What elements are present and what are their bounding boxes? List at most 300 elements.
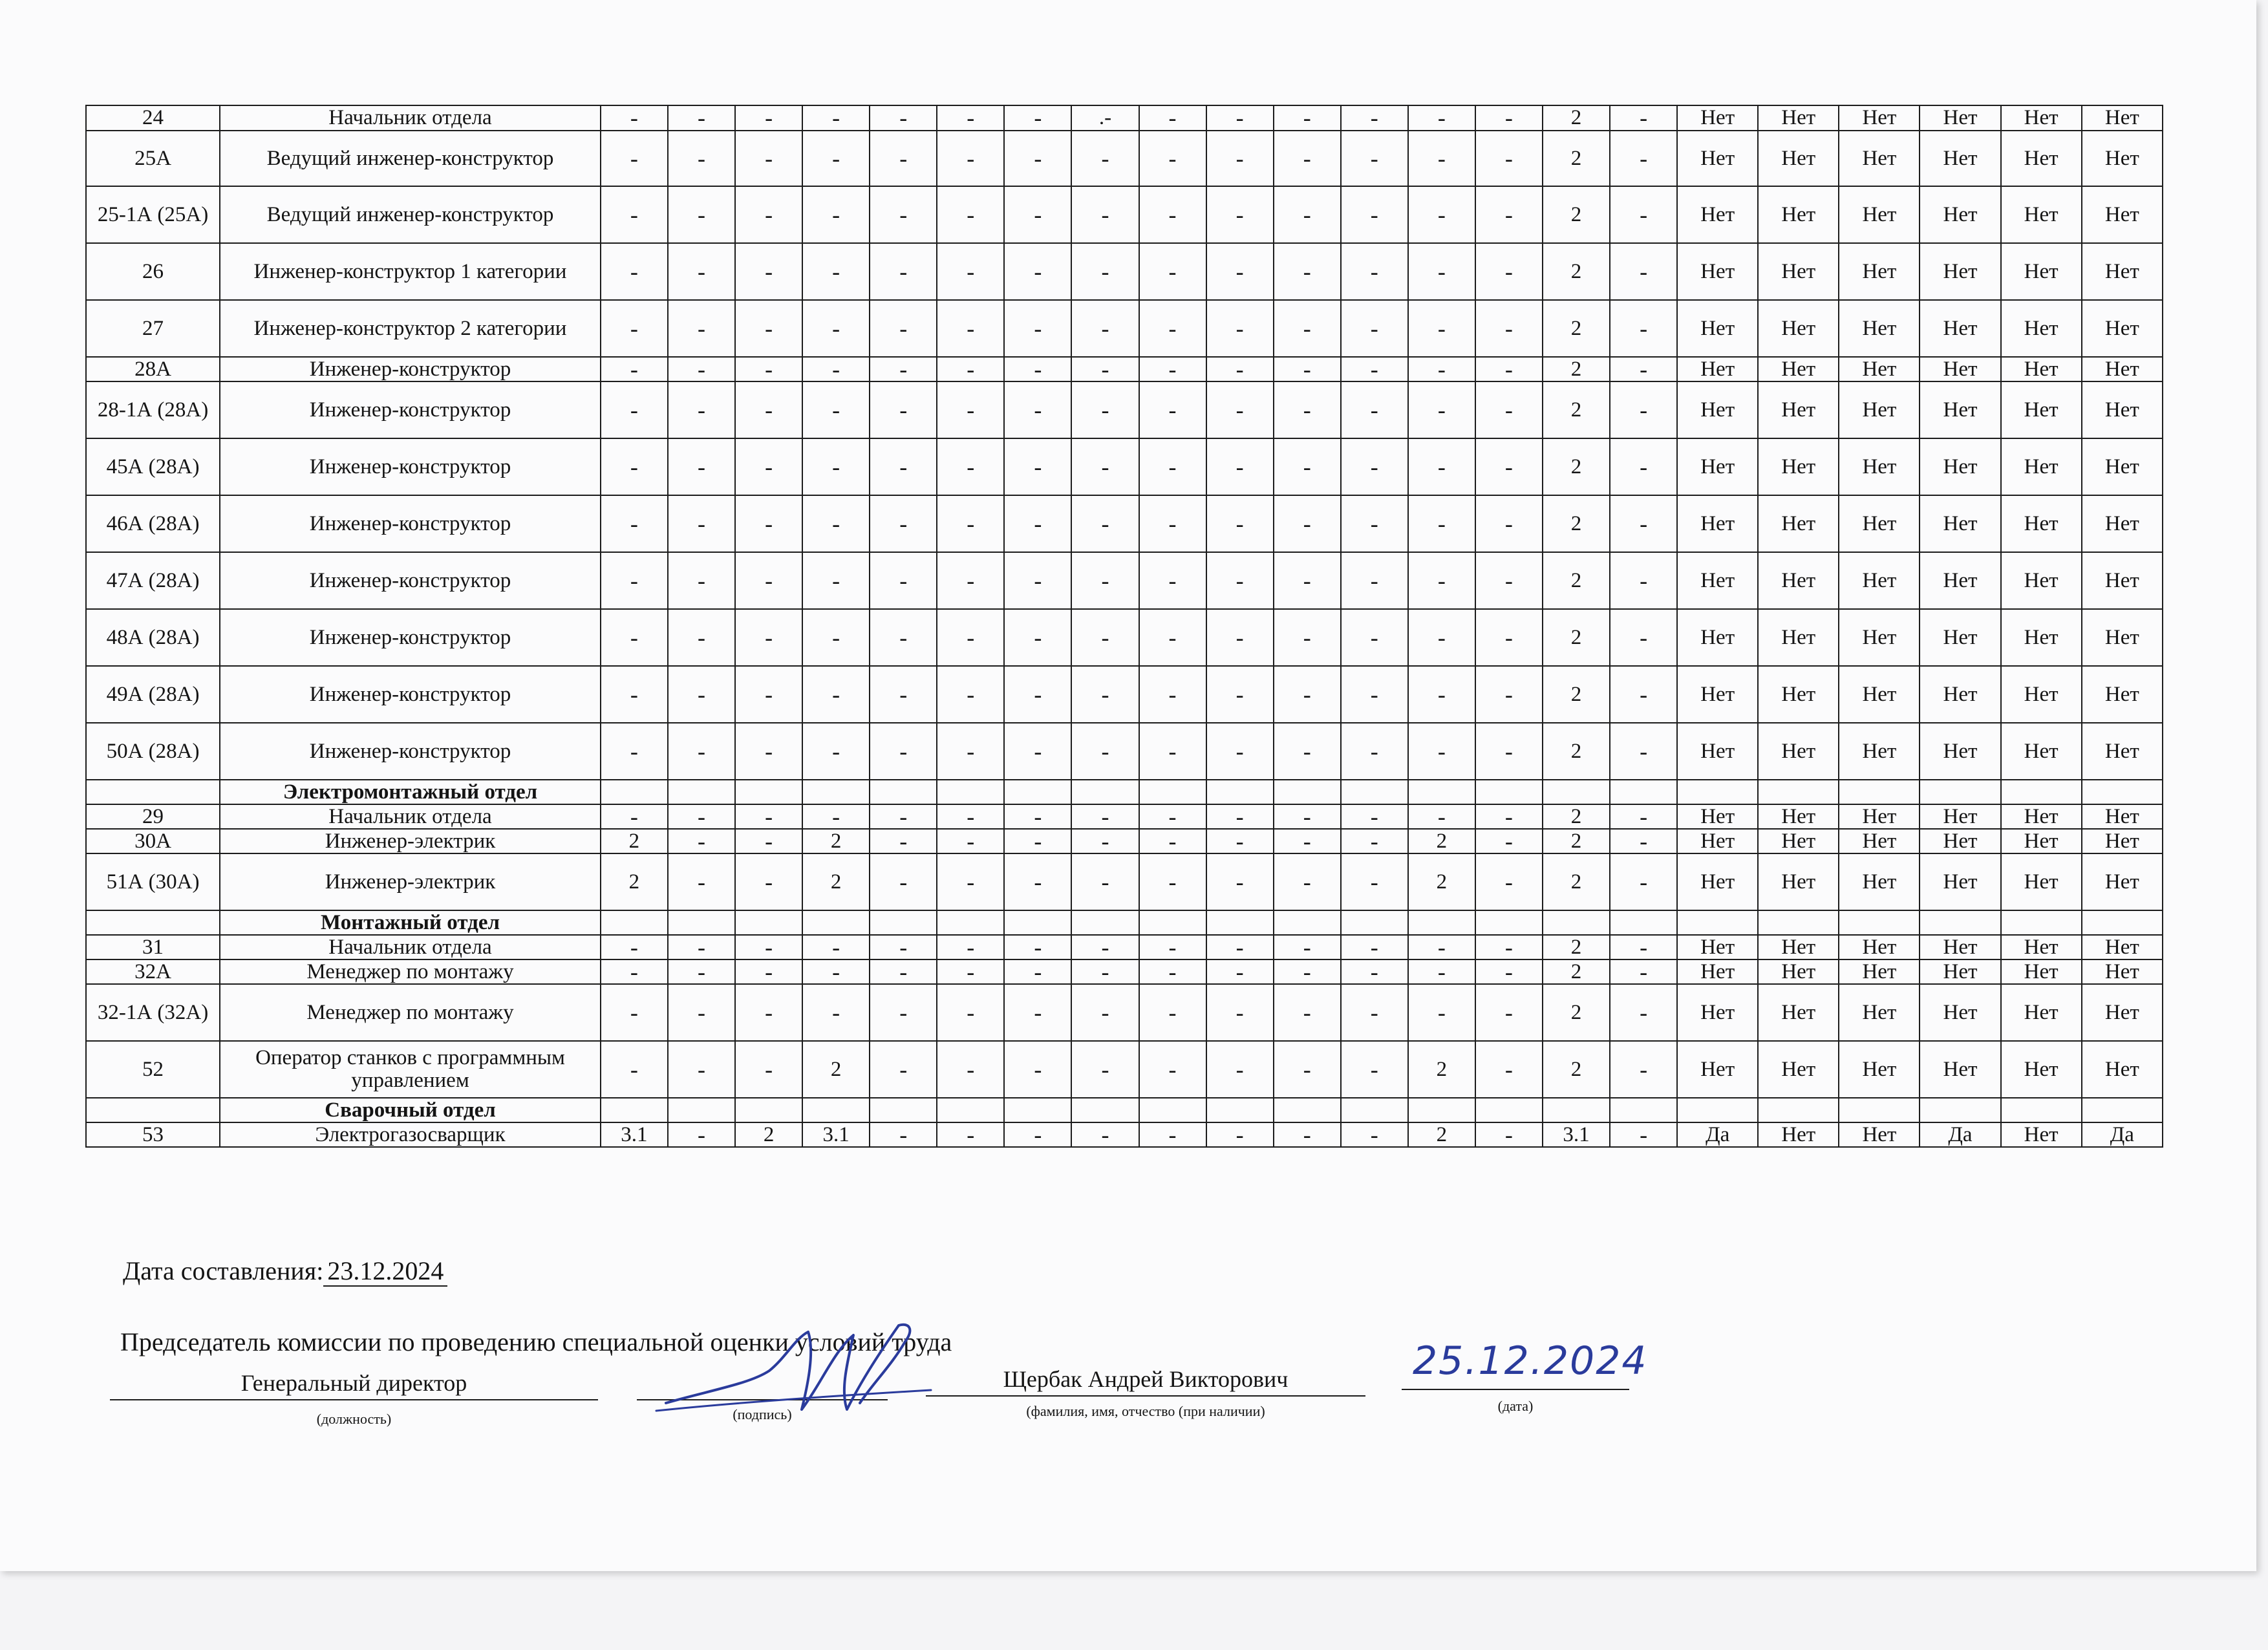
factor-class-cell: -	[1004, 959, 1071, 984]
factor-class-cell: -	[601, 105, 668, 131]
factor-class-cell: -	[1475, 666, 1543, 723]
factor-class-cell: -	[1475, 984, 1543, 1041]
overall-class-cell: 2	[1543, 666, 1610, 723]
guarantee-flag-cell: Нет	[2082, 723, 2163, 780]
factor-class-cell: -	[1004, 300, 1071, 357]
section-empty-cell	[601, 910, 668, 935]
factor-class-cell: -	[668, 666, 735, 723]
guarantee-flag-cell: Нет	[1677, 186, 1758, 243]
guarantee-flag-cell: Нет	[2001, 495, 2082, 552]
factor-class-cell: -	[735, 300, 802, 357]
guarantee-flag-cell: Нет	[1920, 105, 2000, 131]
factor-class-cell: -	[1274, 243, 1341, 300]
position-name: Инженер-конструктор	[220, 666, 601, 723]
guarantee-flag-cell: Нет	[1920, 381, 2000, 438]
factor-class-cell: -	[937, 666, 1004, 723]
section-empty-cell	[1139, 1098, 1206, 1122]
factor-class-cell: -	[1004, 723, 1071, 780]
section-empty-cell	[802, 1098, 870, 1122]
guarantee-flag-cell: Нет	[1758, 438, 1839, 495]
factor-class-cell: -	[802, 357, 870, 381]
factor-class-cell: -	[1274, 105, 1341, 131]
section-header-row	[86, 1098, 2163, 1122]
overall-class-cell: 2	[1543, 829, 1610, 853]
guarantee-flag-cell: Нет	[2001, 1041, 2082, 1098]
section-empty-cell	[1839, 910, 1920, 935]
guarantee-flag-cell: Нет	[2082, 984, 2163, 1041]
guarantee-flag-cell: Нет	[1758, 300, 1839, 357]
guarantee-flag-cell: Нет	[1920, 1041, 2000, 1098]
factor-class-cell: -	[1071, 357, 1139, 381]
overall-class-cell: 3.1	[1543, 1122, 1610, 1147]
guarantee-flag-cell: Нет	[1920, 131, 2000, 186]
guarantee-flag-cell: Нет	[1677, 959, 1758, 984]
overall-class-cell: 2	[1543, 105, 1610, 131]
chairman-position: Генеральный директор	[241, 1370, 467, 1396]
position-name: Инженер-конструктор	[220, 609, 601, 666]
guarantee-flag-cell: Нет	[1677, 300, 1758, 357]
guarantee-flag-cell: Нет	[2001, 552, 2082, 609]
guarantee-flag-cell: Нет	[1839, 438, 1920, 495]
factor-class-cell: -	[1475, 552, 1543, 609]
overall-class-cell: 2	[1543, 984, 1610, 1041]
factor-class-cell: -	[668, 131, 735, 186]
factor-class-cell: -	[1274, 935, 1341, 959]
factor-class-cell: -	[937, 829, 1004, 853]
factor-class-cell: -	[735, 935, 802, 959]
extra-class-cell: -	[1610, 552, 1677, 609]
guarantee-flag-cell: Нет	[1920, 853, 2000, 910]
guarantee-flag-cell: Нет	[2082, 959, 2163, 984]
factor-class-cell: -	[870, 381, 937, 438]
factor-class-cell: -	[668, 1041, 735, 1098]
section-empty-cell	[1920, 780, 2000, 804]
guarantee-flag-cell: Нет	[1839, 552, 1920, 609]
guarantee-flag-cell: Нет	[1677, 723, 1758, 780]
section-empty-cell	[1543, 780, 1610, 804]
position-name: Инженер-электрик	[220, 853, 601, 910]
section-empty-cell	[870, 1098, 937, 1122]
factor-class-cell: -	[1274, 829, 1341, 853]
factor-class-cell: -	[1408, 552, 1475, 609]
factor-class-cell: -	[870, 300, 937, 357]
section-empty-cell	[1677, 910, 1758, 935]
extra-class-cell: -	[1610, 186, 1677, 243]
section-empty-cell	[802, 780, 870, 804]
factor-class-cell: -	[1139, 984, 1206, 1041]
factor-class-cell: -	[1004, 357, 1071, 381]
factor-class-cell: -	[668, 609, 735, 666]
position-name: Ведущий инженер-конструктор	[220, 186, 601, 243]
section-empty-cell	[2001, 910, 2082, 935]
factor-class-cell: -	[937, 959, 1004, 984]
section-number-cell	[86, 910, 220, 935]
overall-class-cell: 2	[1543, 552, 1610, 609]
factor-class-cell: -	[735, 438, 802, 495]
factor-class-cell: -	[1274, 186, 1341, 243]
factor-class-cell: -	[802, 804, 870, 829]
overall-class-cell: 2	[1543, 804, 1610, 829]
guarantee-flag-cell: Нет	[1920, 357, 2000, 381]
factor-class-cell: -	[1408, 609, 1475, 666]
guarantee-flag-cell: Нет	[2082, 300, 2163, 357]
factor-class-cell: -	[1139, 723, 1206, 780]
guarantee-flag-cell: Нет	[1839, 105, 1920, 131]
section-empty-cell	[1543, 910, 1610, 935]
factor-class-cell: 2	[735, 1122, 802, 1147]
extra-class-cell: -	[1610, 357, 1677, 381]
compilation-date	[123, 1256, 447, 1286]
factor-class-cell: -	[1206, 609, 1274, 666]
factor-class-cell: -	[1274, 495, 1341, 552]
factor-class-cell: -	[1408, 438, 1475, 495]
factor-class-cell: -	[1206, 105, 1274, 131]
factor-class-cell: -	[1139, 829, 1206, 853]
position-name: Инженер-конструктор 2 категории	[220, 300, 601, 357]
guarantee-flag-cell: Нет	[1677, 829, 1758, 853]
factor-class-cell: -	[1206, 495, 1274, 552]
factor-class-cell: -	[802, 300, 870, 357]
section-empty-cell	[735, 1098, 802, 1122]
section-empty-cell	[1408, 1098, 1475, 1122]
factor-class-cell: -	[1408, 495, 1475, 552]
factor-class-cell: -	[937, 381, 1004, 438]
factor-class-cell: -	[1206, 131, 1274, 186]
assessment-table-wrapper	[85, 105, 2163, 1148]
table-row	[86, 105, 2163, 131]
workplace-number: 48А (28А)	[86, 609, 220, 666]
extra-class-cell: -	[1610, 381, 1677, 438]
guarantee-flag-cell: Нет	[1839, 959, 1920, 984]
chairman-full-name: Щербак Андрей Викторович	[1003, 1366, 1289, 1392]
workplace-number: 25А	[86, 131, 220, 186]
workplace-number: 30А	[86, 829, 220, 853]
factor-class-cell: -	[1475, 804, 1543, 829]
factor-class-cell: -	[601, 959, 668, 984]
position-line	[110, 1399, 598, 1400]
guarantee-flag-cell: Нет	[1758, 935, 1839, 959]
section-empty-cell	[1206, 1098, 1274, 1122]
factor-class-cell: -	[1071, 959, 1139, 984]
factor-class-cell: -	[1475, 357, 1543, 381]
section-empty-cell	[668, 1098, 735, 1122]
factor-class-cell: -	[1071, 381, 1139, 438]
factor-class-cell: -	[1139, 105, 1206, 131]
factor-class-cell: -	[1139, 243, 1206, 300]
overall-class-cell: 2	[1543, 495, 1610, 552]
factor-class-cell: -	[1475, 300, 1543, 357]
factor-class-cell: -	[601, 552, 668, 609]
factor-class-cell: -	[1475, 1041, 1543, 1098]
factor-class-cell: -	[1004, 105, 1071, 131]
factor-class-cell: -	[735, 666, 802, 723]
factor-class-cell: -	[937, 609, 1004, 666]
guarantee-flag-cell: Нет	[1677, 984, 1758, 1041]
guarantee-flag-cell: Нет	[2001, 243, 2082, 300]
factor-class-cell: -	[1341, 300, 1408, 357]
factor-class-cell: -	[1004, 381, 1071, 438]
position-name: Ведущий инженер-конструктор	[220, 131, 601, 186]
guarantee-flag-cell: Нет	[2082, 131, 2163, 186]
factor-class-cell: .-	[1071, 105, 1139, 131]
overall-class-cell: 2	[1543, 609, 1610, 666]
position-name: Инженер-конструктор	[220, 381, 601, 438]
section-empty-cell	[1071, 910, 1139, 935]
factor-class-cell: -	[601, 935, 668, 959]
factor-class-cell: -	[601, 984, 668, 1041]
factor-class-cell: -	[1071, 300, 1139, 357]
factor-class-cell: -	[1341, 935, 1408, 959]
workplace-number: 49А (28А)	[86, 666, 220, 723]
factor-class-cell: -	[1071, 438, 1139, 495]
guarantee-flag-cell: Нет	[1758, 186, 1839, 243]
guarantee-flag-cell: Нет	[2082, 381, 2163, 438]
factor-class-cell: -	[937, 105, 1004, 131]
factor-class-cell: -	[1071, 723, 1139, 780]
section-empty-cell	[1758, 780, 1839, 804]
factor-class-cell: -	[870, 357, 937, 381]
guarantee-flag-cell: Нет	[1758, 381, 1839, 438]
guarantee-flag-cell: Нет	[1758, 666, 1839, 723]
factor-class-cell: -	[937, 552, 1004, 609]
factor-class-cell: -	[1139, 959, 1206, 984]
factor-class-cell: -	[1004, 609, 1071, 666]
position-name: Менеджер по монтажу	[220, 959, 601, 984]
factor-class-cell: -	[1408, 357, 1475, 381]
section-empty-cell	[1758, 1098, 1839, 1122]
factor-class-cell: -	[1071, 853, 1139, 910]
section-empty-cell	[1071, 780, 1139, 804]
factor-class-cell: -	[1206, 666, 1274, 723]
guarantee-flag-cell: Нет	[2082, 1041, 2163, 1098]
factor-class-cell: -	[1071, 1122, 1139, 1147]
guarantee-flag-cell: Нет	[2082, 666, 2163, 723]
factor-class-cell: -	[1071, 804, 1139, 829]
factor-class-cell: -	[870, 1122, 937, 1147]
guarantee-flag-cell: Нет	[1758, 723, 1839, 780]
factor-class-cell: -	[870, 984, 937, 1041]
factor-class-cell: -	[1475, 131, 1543, 186]
factor-class-cell: -	[601, 609, 668, 666]
factor-class-cell: -	[1274, 357, 1341, 381]
guarantee-flag-cell: Нет	[2001, 804, 2082, 829]
position-name: Инженер-конструктор	[220, 438, 601, 495]
factor-class-cell: -	[1071, 1041, 1139, 1098]
factor-class-cell: -	[802, 438, 870, 495]
guarantee-flag-cell: Нет	[2082, 829, 2163, 853]
guarantee-flag-cell: Нет	[1758, 1041, 1839, 1098]
factor-class-cell: -	[1206, 243, 1274, 300]
position-name: Инженер-конструктор	[220, 357, 601, 381]
factor-class-cell: -	[1071, 935, 1139, 959]
factor-class-cell: -	[668, 381, 735, 438]
factor-class-cell: -	[735, 381, 802, 438]
workplace-number: 26	[86, 243, 220, 300]
factor-class-cell: -	[1004, 552, 1071, 609]
section-empty-cell	[1839, 780, 1920, 804]
factor-class-cell: -	[668, 1122, 735, 1147]
factor-class-cell: -	[1341, 609, 1408, 666]
section-empty-cell	[668, 780, 735, 804]
factor-class-cell: -	[1475, 495, 1543, 552]
factor-class-cell: -	[870, 829, 937, 853]
factor-class-cell: -	[1408, 105, 1475, 131]
overall-class-cell: 2	[1543, 723, 1610, 780]
guarantee-flag-cell: Нет	[2001, 381, 2082, 438]
section-empty-cell	[1341, 780, 1408, 804]
factor-class-cell: -	[1274, 959, 1341, 984]
section-empty-cell	[1677, 1098, 1758, 1122]
handwritten-signature	[653, 1312, 937, 1442]
workplace-number: 29	[86, 804, 220, 829]
factor-class-cell: -	[1004, 804, 1071, 829]
guarantee-flag-cell: Нет	[1920, 552, 2000, 609]
factor-class-cell: -	[668, 853, 735, 910]
factor-class-cell: 2	[1408, 853, 1475, 910]
section-empty-cell	[1274, 780, 1341, 804]
factor-class-cell: -	[937, 984, 1004, 1041]
factor-class-cell: -	[1139, 853, 1206, 910]
guarantee-flag-cell: Нет	[1677, 609, 1758, 666]
section-empty-cell	[937, 910, 1004, 935]
extra-class-cell: -	[1610, 853, 1677, 910]
factor-class-cell: -	[735, 959, 802, 984]
factor-class-cell: -	[1071, 984, 1139, 1041]
factor-class-cell: -	[1274, 984, 1341, 1041]
factor-class-cell: -	[601, 357, 668, 381]
date-line	[1402, 1389, 1629, 1390]
section-empty-cell	[2082, 780, 2163, 804]
guarantee-flag-cell: Нет	[1758, 959, 1839, 984]
factor-class-cell: -	[1004, 829, 1071, 853]
factor-class-cell: -	[1408, 804, 1475, 829]
factor-class-cell: -	[1071, 829, 1139, 853]
section-empty-cell	[1758, 910, 1839, 935]
factor-class-cell: -	[668, 804, 735, 829]
overall-class-cell: 2	[1543, 131, 1610, 186]
factor-class-cell: -	[1274, 438, 1341, 495]
section-empty-cell	[870, 910, 937, 935]
section-number-cell	[86, 1098, 220, 1122]
guarantee-flag-cell: Нет	[1839, 935, 1920, 959]
guarantee-flag-cell: Нет	[1677, 105, 1758, 131]
guarantee-flag-cell: Нет	[2001, 984, 2082, 1041]
table-row	[86, 804, 2163, 829]
factor-class-cell: 2	[1408, 829, 1475, 853]
factor-class-cell: -	[937, 131, 1004, 186]
guarantee-flag-cell: Нет	[1677, 666, 1758, 723]
factor-class-cell: -	[1004, 853, 1071, 910]
workplace-number: 52	[86, 1041, 220, 1098]
factor-class-cell: -	[1475, 609, 1543, 666]
factor-class-cell: -	[1341, 804, 1408, 829]
guarantee-flag-cell: Нет	[2001, 829, 2082, 853]
factor-class-cell: -	[668, 495, 735, 552]
guarantee-flag-cell: Нет	[2001, 186, 2082, 243]
section-empty-cell	[937, 780, 1004, 804]
guarantee-flag-cell: Нет	[1677, 131, 1758, 186]
table-row	[86, 495, 2163, 552]
factor-class-cell: -	[668, 105, 735, 131]
factor-class-cell: -	[1139, 804, 1206, 829]
guarantee-flag-cell: Нет	[1839, 357, 1920, 381]
factor-class-cell: -	[1408, 666, 1475, 723]
factor-class-cell: -	[802, 935, 870, 959]
factor-class-cell: -	[1408, 300, 1475, 357]
table-row	[86, 666, 2163, 723]
factor-class-cell: -	[1341, 243, 1408, 300]
factor-class-cell: -	[1274, 552, 1341, 609]
guarantee-flag-cell: Нет	[2001, 666, 2082, 723]
guarantee-flag-cell: Нет	[1677, 381, 1758, 438]
factor-class-cell: -	[1408, 723, 1475, 780]
factor-class-cell: -	[1274, 1041, 1341, 1098]
guarantee-flag-cell: Нет	[1758, 829, 1839, 853]
factor-class-cell: -	[601, 131, 668, 186]
factor-class-cell: -	[1341, 666, 1408, 723]
factor-class-cell: -	[802, 984, 870, 1041]
section-title: Сварочный отдел	[220, 1098, 601, 1122]
factor-class-cell: -	[1475, 438, 1543, 495]
section-empty-cell	[870, 780, 937, 804]
factor-class-cell: -	[870, 495, 937, 552]
factor-class-cell: -	[1139, 381, 1206, 438]
factor-class-cell: -	[1004, 1041, 1071, 1098]
factor-class-cell: -	[1475, 243, 1543, 300]
guarantee-flag-cell: Нет	[1758, 495, 1839, 552]
factor-class-cell: -	[1071, 552, 1139, 609]
guarantee-flag-cell: Нет	[1677, 804, 1758, 829]
table-row	[86, 853, 2163, 910]
overall-class-cell: 2	[1543, 438, 1610, 495]
guarantee-flag-cell: Нет	[2001, 1122, 2082, 1147]
guarantee-flag-cell: Нет	[1920, 243, 2000, 300]
full-name-caption: (фамилия, имя, отчество (при наличии)	[1026, 1403, 1265, 1419]
guarantee-flag-cell: Нет	[1758, 105, 1839, 131]
factor-class-cell: -	[1475, 853, 1543, 910]
factor-class-cell: -	[1004, 495, 1071, 552]
factor-class-cell: 2	[802, 829, 870, 853]
section-header-row	[86, 780, 2163, 804]
factor-class-cell: -	[601, 243, 668, 300]
factor-class-cell: -	[1274, 666, 1341, 723]
table-row	[86, 935, 2163, 959]
guarantee-flag-cell: Да	[1677, 1122, 1758, 1147]
extra-class-cell: -	[1610, 131, 1677, 186]
factor-class-cell: -	[1341, 1041, 1408, 1098]
overall-class-cell: 2	[1543, 959, 1610, 984]
factor-class-cell: -	[937, 243, 1004, 300]
factor-class-cell: -	[1206, 984, 1274, 1041]
factor-class-cell: -	[1206, 1041, 1274, 1098]
position-name: Начальник отдела	[220, 105, 601, 131]
section-empty-cell	[1543, 1098, 1610, 1122]
factor-class-cell: -	[937, 853, 1004, 910]
workplace-number: 31	[86, 935, 220, 959]
factor-class-cell: -	[1071, 131, 1139, 186]
table-row	[86, 984, 2163, 1041]
signature-date-handwritten: 25.12.2024	[1413, 1338, 1648, 1384]
guarantee-flag-cell: Нет	[2082, 935, 2163, 959]
factor-class-cell: -	[601, 1041, 668, 1098]
factor-class-cell: -	[870, 609, 937, 666]
factor-class-cell: -	[1004, 131, 1071, 186]
overall-class-cell: 2	[1543, 853, 1610, 910]
table-row	[86, 552, 2163, 609]
section-empty-cell	[1920, 1098, 2000, 1122]
section-empty-cell	[2001, 780, 2082, 804]
workplace-number: 46А (28А)	[86, 495, 220, 552]
